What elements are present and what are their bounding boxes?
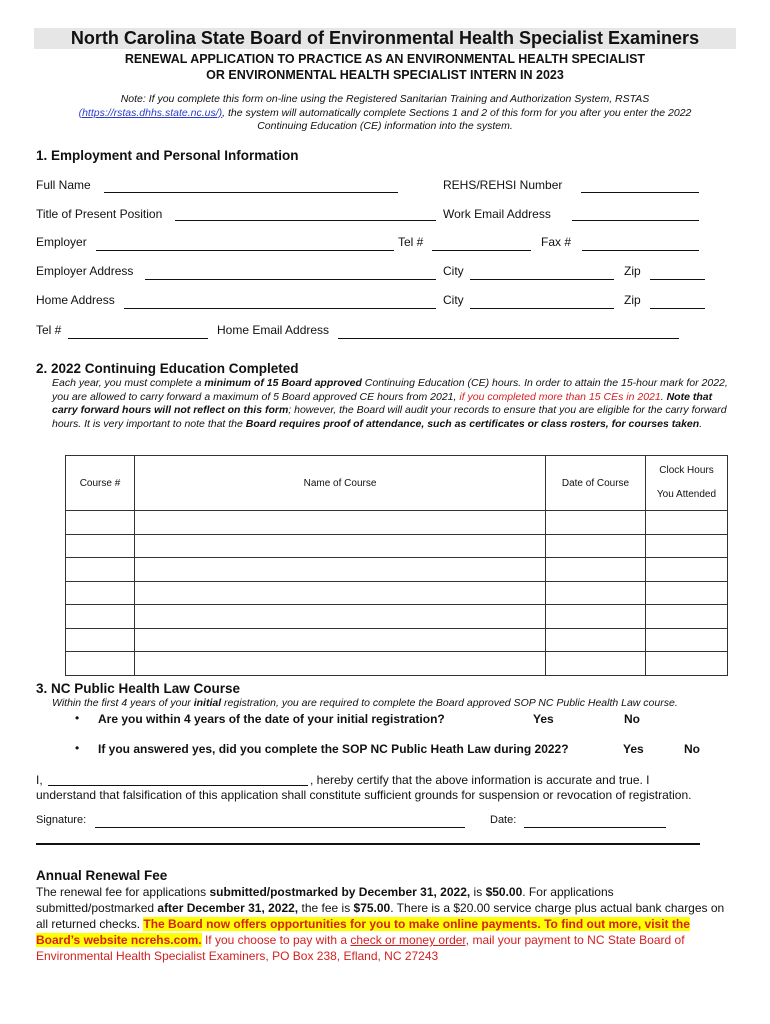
ce-text-2: Continuing Education (CE) hours. In order to attain the 15-hour mark for 2022, you are allowed to carry forward a maximum of 5 Board approved CE hours from 2021,	[52, 377, 728, 403]
cell[interactable]	[66, 511, 135, 535]
home-email-label: Home Email Address	[217, 323, 330, 337]
table-row[interactable]	[66, 581, 728, 605]
table-header-row	[66, 456, 728, 511]
fax-label: Fax #	[541, 235, 572, 249]
cell[interactable]	[66, 558, 135, 582]
date-field[interactable]	[524, 827, 666, 828]
subtitle-line-2: OR ENVIRONMENTAL HEALTH SPECIALIST INTERN IN 2023	[206, 68, 564, 82]
home-tel-field[interactable]	[68, 338, 208, 339]
ce-text-bold-1: minimum of 15 Board approved	[204, 377, 362, 389]
employer-label: Employer	[36, 235, 87, 249]
fee-deadline-2: after December 31, 2022,	[157, 901, 299, 915]
section1-heading: 1. Employment and Personal Information	[36, 148, 299, 163]
employer-city-field[interactable]	[470, 279, 614, 280]
fee-amount-1: $50.00	[485, 885, 523, 899]
home-zip-field[interactable]	[650, 308, 705, 309]
check-money-order: check or money order,	[350, 933, 470, 947]
note-text-3: Continuing Education (CE) information into the system.	[257, 120, 513, 132]
phl-intro-2: registration, you are required to complete the Board approved SOP NC Public Health Law course.	[221, 697, 678, 709]
clock-hours-line2: You Attended	[656, 489, 717, 500]
cell[interactable]	[546, 581, 646, 605]
cell[interactable]	[646, 534, 728, 558]
cell[interactable]	[646, 628, 728, 652]
cell[interactable]	[546, 605, 646, 629]
fee-text-5: . There is a $20.00 service charge plus actual bank charges on all returned checks.	[36, 901, 725, 931]
title-position-label: Title of Present Position	[36, 207, 163, 221]
fee-deadline-1: submitted/postmarked by December 31, 2022,	[209, 885, 471, 899]
certify-text: , hereby certify that the above information is accurate and true. I	[310, 773, 650, 787]
cell[interactable]	[66, 628, 135, 652]
home-zip-label: Zip	[624, 293, 641, 307]
col-clock-hours	[646, 456, 728, 511]
clock-hours-line1: Clock Hours	[659, 465, 714, 476]
employer-tel-label: Tel #	[398, 235, 424, 249]
cell[interactable]	[546, 628, 646, 652]
rehs-number-field[interactable]	[581, 192, 699, 193]
mail-address: mail your payment to NC State Board of Environmental Health Specialist Examiners, PO Box 238, Efland, NC 27243	[36, 933, 685, 963]
employer-tel-field[interactable]	[432, 250, 531, 251]
employer-field[interactable]	[96, 250, 394, 251]
ce-text-5: .	[699, 417, 703, 430]
fee-text-1: The renewal fee for applications	[36, 885, 210, 899]
certify-text-2: understand that falsification of this application shall constitute sufficient grounds for suspension or revocation of registration.	[36, 788, 692, 802]
col-course-number: Course #	[66, 456, 135, 511]
cell[interactable]	[135, 558, 546, 582]
page-title: North Carolina State Board of Environmental Health Specialist Examiners	[34, 28, 736, 49]
rstas-link[interactable]: (https://rstas.dhhs.state.nc.us/)	[78, 106, 223, 119]
ce-text-3: .	[660, 390, 667, 403]
bullet-icon: •	[75, 711, 80, 725]
phl-intro-1: Within the first 4 years of your	[52, 697, 194, 709]
cell[interactable]	[646, 581, 728, 605]
ce-text-4: ; however, the Board will audit your records to ensure that you are eligible for the carry forward hours. It is very important to note that the	[52, 404, 727, 430]
phl-intro	[52, 697, 732, 711]
certify-prefix: I,	[36, 773, 43, 787]
q2-no-option[interactable]: No	[684, 742, 700, 756]
cell[interactable]	[66, 652, 135, 676]
q2-yes-option[interactable]: Yes	[623, 742, 644, 756]
certify-name-field[interactable]	[48, 785, 308, 786]
q1-no-option[interactable]: No	[624, 712, 640, 726]
question-2: If you answered yes, did you complete the SOP NC Public Heath Law during 2022?	[98, 742, 569, 756]
cell[interactable]	[546, 558, 646, 582]
cell[interactable]	[135, 652, 546, 676]
fee-text-3: . For applications submitted/postmarked	[36, 885, 614, 915]
cell[interactable]	[546, 511, 646, 535]
fee-heading: Annual Renewal Fee	[36, 868, 168, 883]
home-city-field[interactable]	[470, 308, 614, 309]
employer-address-field[interactable]	[145, 279, 436, 280]
cell[interactable]	[546, 652, 646, 676]
cell[interactable]	[646, 605, 728, 629]
mail-text-1: If you choose to pay with a	[201, 933, 351, 947]
section2-heading: 2. 2022 Continuing Education Completed	[36, 361, 299, 376]
bullet-icon: •	[75, 741, 80, 755]
subtitle-line-1: RENEWAL APPLICATION TO PRACTICE AS AN ENVIRONMENTAL HEALTH SPECIALIST	[124, 52, 646, 66]
phl-intro-bold: initial	[193, 697, 222, 709]
cell[interactable]	[66, 581, 135, 605]
note-text-1: Note: If you complete this form on-line using the Registered Sanitarian Training and Authorization System, RSTAS	[120, 93, 650, 105]
note-text-2: , the system will automatically complete Sections 1 and 2 of this form for you after you enter the 2022	[222, 106, 692, 119]
section3-heading: 3. NC Public Health Law Course	[36, 681, 241, 696]
ce-text-1: Each year, you must complete a	[52, 377, 205, 389]
home-city-label: City	[443, 293, 464, 307]
fax-field[interactable]	[582, 250, 699, 251]
table-row[interactable]	[66, 558, 728, 582]
cell[interactable]	[66, 605, 135, 629]
date-label: Date:	[490, 814, 517, 826]
ce-text-bold-2: Note that carry forward hours will not reflect on this form	[52, 390, 713, 416]
fee-text-2: is	[470, 885, 486, 899]
fee-text-4: the fee is	[298, 901, 354, 915]
cell[interactable]	[135, 628, 546, 652]
home-email-field[interactable]	[338, 338, 679, 339]
work-email-label: Work Email Address	[443, 207, 551, 221]
cell[interactable]	[646, 511, 728, 535]
signature-label: Signature:	[36, 814, 87, 826]
signature-field[interactable]	[95, 827, 465, 828]
online-payment-notice: The Board now offers opportunities for you to make online payments. To find out more, visit the Board’s website ncrehs.com.	[36, 917, 690, 947]
fee-paragraph	[36, 884, 726, 964]
ce-table	[65, 455, 728, 676]
title-position-field[interactable]	[175, 220, 436, 221]
cell[interactable]	[546, 534, 646, 558]
rehs-number-label: REHS/REHSI Number	[443, 178, 563, 192]
ce-text-red: if you completed more than 15 CEs in 2021	[459, 390, 661, 403]
online-note	[40, 93, 730, 134]
fee-amount-2: $75.00	[353, 901, 391, 915]
home-address-label: Home Address	[36, 293, 115, 307]
section-divider	[36, 843, 700, 845]
question-1: Are you within 4 years of the date of your initial registration?	[98, 712, 445, 726]
ce-instructions	[52, 377, 732, 431]
cell[interactable]	[646, 652, 728, 676]
full-name-field[interactable]	[104, 192, 398, 193]
cell[interactable]	[646, 558, 728, 582]
ce-text-bold-3: Board requires proof of attendance, such as certificates or class rosters, for courses taken	[245, 417, 700, 430]
full-name-label: Full Name	[36, 178, 91, 192]
employer-address-label: Employer Address	[36, 264, 134, 278]
employer-zip-label: Zip	[624, 264, 641, 278]
cell[interactable]	[135, 605, 546, 629]
cell[interactable]	[135, 534, 546, 558]
col-course-name: Name of Course	[135, 456, 546, 511]
cell[interactable]	[135, 511, 546, 535]
employer-zip-field[interactable]	[650, 279, 705, 280]
q1-yes-option[interactable]: Yes	[533, 712, 554, 726]
cell[interactable]	[135, 581, 546, 605]
table-row[interactable]	[66, 511, 728, 535]
work-email-field[interactable]	[572, 220, 699, 221]
table-row[interactable]	[66, 605, 728, 629]
home-address-field[interactable]	[124, 308, 436, 309]
employer-city-label: City	[443, 264, 464, 278]
cell[interactable]	[66, 534, 135, 558]
table-row[interactable]	[66, 652, 728, 676]
home-tel-label: Tel #	[36, 323, 62, 337]
table-row[interactable]	[66, 628, 728, 652]
col-course-date: Date of Course	[546, 456, 646, 511]
table-row[interactable]	[66, 534, 728, 558]
